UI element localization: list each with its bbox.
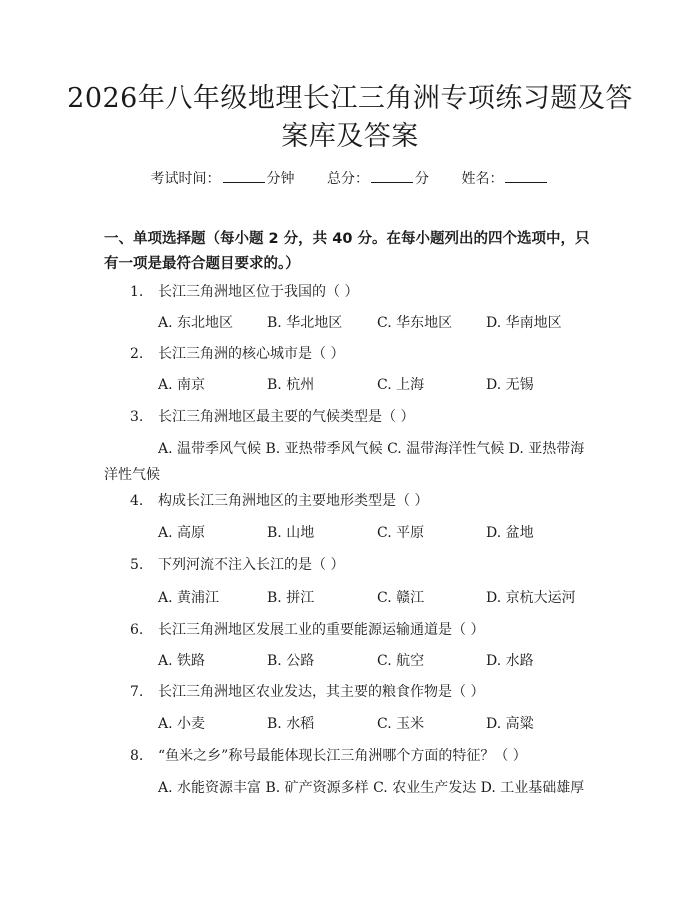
exam-meta [0,168,700,189]
question-number: 8. [130,748,144,764]
name-label: 姓名： [461,171,504,187]
question-number: 1. [130,284,144,300]
option-a[interactable]: A. 南京 [158,377,206,393]
option-b[interactable]: B. 拼江 [267,590,315,606]
option-b[interactable]: B. 公路 [267,653,315,669]
option-d[interactable]: D. 高粱 [486,716,534,732]
option-a[interactable]: A. 高原 [158,525,206,541]
page-title: 2026年八年级地理长江三角洲专项练习题及答案库及答案 [67,83,633,152]
time-label: 考试时间： [150,171,221,187]
option-d[interactable]: D. 京杭大运河 [486,590,576,606]
option-a[interactable]: A. 铁路 [158,653,206,669]
option-c[interactable]: C. 赣江 [377,590,425,606]
score-label: 总分： [327,171,369,187]
option-b[interactable]: B. 水稻 [267,716,315,732]
question-number: 2. [130,346,144,362]
question-stem: 下列河流不注入长江的是（ ） [158,557,345,573]
option-b[interactable]: B. 杭州 [267,377,315,393]
name-blank[interactable] [505,168,547,183]
question-number: 3. [130,409,144,425]
option-c[interactable]: C. 玉米 [377,716,425,732]
option-a[interactable]: A. 东北地区 [158,315,234,331]
score-blank[interactable] [371,168,413,183]
option-b[interactable]: B. 华北地区 [267,315,343,331]
question-stem: 长江三角洲地区发展工业的重要能源运输通道是（ ） [158,622,485,638]
question-number: 7. [130,684,144,700]
score-unit: 分 [415,171,429,187]
option-d[interactable]: D. 华南地区 [486,315,562,331]
question-stem: 长江三角洲地区位于我国的（ ） [158,284,359,300]
question-stem: 构成长江三角洲地区的主要地形类型是（ ） [158,493,429,509]
question-stem: “鱼米之乡”称号最能体现长江三角洲哪个方面的特征？（ ） [158,748,527,764]
student-name [461,171,549,187]
question-stem: 长江三角洲的核心城市是（ ） [158,346,345,362]
question-number: 5. [130,557,144,573]
question-stem: 长江三角洲地区农业发达，其主要的粮食作物是（ ） [158,684,485,700]
option-a[interactable]: A. 小麦 [158,716,206,732]
option-d[interactable]: D. 无锡 [486,377,534,393]
exam-time [151,171,295,187]
question-3-options[interactable]: A. 温带季风气候 B. 亚热带季风气候 C. 温带海洋性气候 D. 亚热带海洋性气候 [104,441,585,483]
option-c[interactable]: C. 华东地区 [377,315,453,331]
question-stem: 长江三角洲地区最主要的气候类型是（ ） [158,409,415,425]
section-heading: 一、单项选择题（每小题 2 分，共 40 分。在每小题列出的四个选项中，只有一项是最符合题目要求的。） [104,231,590,272]
time-unit: 分钟 [266,171,295,187]
option-c[interactable]: C. 平原 [377,525,425,541]
question-number: 6. [130,622,144,638]
time-blank[interactable] [223,168,265,183]
option-d[interactable]: D. 水路 [486,653,534,669]
option-a[interactable]: A. 黄浦江 [158,590,220,606]
option-b[interactable]: B. 山地 [267,525,315,541]
option-c[interactable]: C. 航空 [377,653,425,669]
question-8-options[interactable]: A. 水能资源丰富 B. 矿产资源多样 C. 农业生产发达 D. 工业基础雄厚 [158,780,585,796]
question-number: 4. [130,493,144,509]
option-d[interactable]: D. 盆地 [486,525,534,541]
option-c[interactable]: C. 上海 [377,377,425,393]
total-score [327,171,429,187]
